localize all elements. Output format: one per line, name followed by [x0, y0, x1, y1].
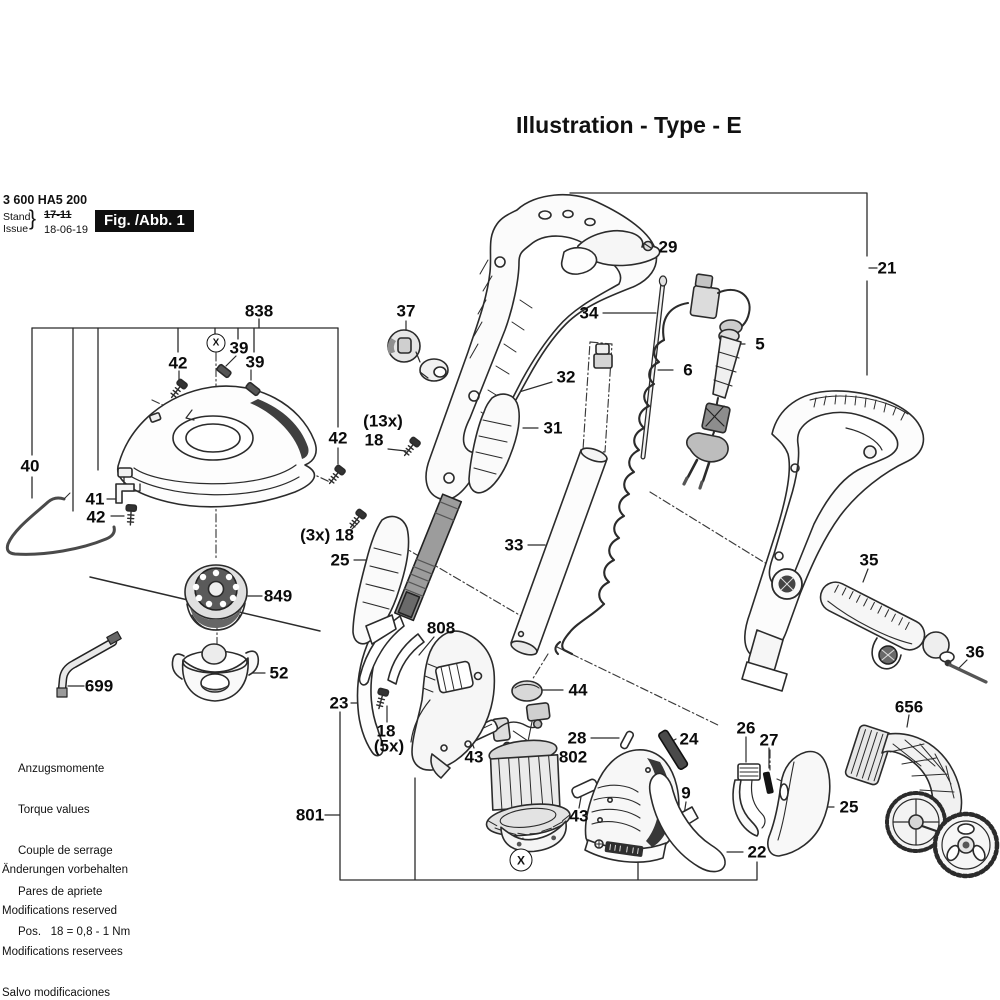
part-label-13x: (13x) [363, 411, 403, 431]
mods-line: Modifications reservees [2, 945, 123, 958]
part-label-656: 656 [894, 697, 924, 717]
torque-line: Anzugsmomente [18, 763, 105, 776]
part-label-838: 838 [244, 301, 274, 321]
part-label-31: 31 [543, 418, 563, 438]
part-label-43: 43 [464, 747, 484, 767]
part-label-43: 43 [569, 806, 589, 826]
mods-line: Modifications reserved [2, 904, 118, 917]
part-label-849: 849 [263, 586, 293, 606]
part-label-24: 24 [679, 729, 699, 749]
part-knob-37 [388, 330, 448, 381]
page-title: Illustration - Type - E [516, 112, 742, 138]
part-label-44: 44 [568, 680, 588, 700]
torque-spec: Pos. 18 = 0,8 - 1 Nm [18, 926, 131, 939]
part-label-5x: (5x) [373, 736, 405, 756]
mods-line: Salvo modificaciones [2, 986, 111, 999]
part-label-21: 21 [877, 258, 897, 278]
issue-date: 18-06-19 [44, 224, 89, 236]
part-label-37: 37 [396, 301, 416, 321]
part-tube-33 [509, 445, 608, 657]
part-aux-handle-35 [815, 577, 954, 669]
part-rod-34 [643, 276, 667, 457]
stand-issue-brace: } [29, 207, 37, 230]
part-cap-52 [172, 644, 258, 701]
part-label-9: 9 [681, 783, 691, 803]
part-label-3x18: (3x) 18 [300, 525, 354, 545]
part-label-25: 25 [330, 550, 350, 570]
part-label-802: 802 [558, 747, 588, 767]
torque-line: Pares de apriete [18, 885, 103, 898]
part-label-40: 40 [20, 456, 40, 476]
part-label-25: 25 [839, 797, 859, 817]
mods-line: Änderungen vorbehalten [2, 864, 128, 877]
issue-label: Issue [3, 223, 29, 235]
part-wheels-656 [844, 724, 997, 876]
part-screw-36 [945, 660, 986, 682]
part-label-52: 52 [269, 663, 289, 683]
part-label-39: 39 [229, 338, 249, 358]
part-brush-26 [733, 764, 765, 836]
part-label-32: 32 [556, 367, 576, 387]
part-label-18: 18 [364, 430, 384, 450]
part-housing-right-half [742, 391, 923, 691]
part-cover-25-right [768, 752, 830, 857]
part-pin-28 [620, 730, 635, 749]
part-label-39: 39 [245, 352, 265, 372]
part-label-35: 35 [859, 550, 879, 570]
circled-x-symbol: X [510, 849, 533, 872]
torque-line: Couple de serrage [18, 844, 113, 857]
part-bracket-41 [116, 484, 134, 503]
part-cap-44 [512, 681, 542, 701]
part-label-29: 29 [658, 237, 678, 257]
part-label-23: 23 [329, 693, 349, 713]
figure-badge: Fig. /Abb. 1 [95, 210, 194, 232]
part-label-18: 18 [376, 721, 396, 741]
part-label-6: 6 [683, 360, 693, 380]
part-label-801: 801 [295, 805, 325, 825]
part-label-808: 808 [426, 618, 456, 638]
part-label-42: 42 [86, 507, 106, 527]
part-label-34: 34 [579, 303, 599, 323]
torque-line: Torque values [18, 803, 90, 816]
modification-notes [2, 837, 131, 1000]
part-label-5: 5 [755, 334, 765, 354]
part-label-22: 22 [747, 842, 767, 862]
circled-x-symbol: X [207, 334, 226, 353]
part-label-41: 41 [85, 489, 105, 509]
part-label-28: 28 [567, 728, 587, 748]
part-switch-5 [684, 274, 750, 488]
part-guard-838 [118, 386, 316, 507]
part-label-27: 27 [759, 730, 779, 750]
stand-label: Stand [3, 211, 31, 223]
old-date-struck: 17-11 [44, 209, 72, 221]
part-label-699: 699 [84, 676, 114, 696]
part-number: 3 600 HA5 200 [3, 193, 88, 207]
part-label-33: 33 [504, 535, 524, 555]
part-pin-27 [763, 771, 774, 794]
part-label-42: 42 [328, 428, 348, 448]
part-label-36: 36 [965, 642, 985, 662]
part-label-26: 26 [736, 718, 756, 738]
part-label-42: 42 [168, 353, 188, 373]
